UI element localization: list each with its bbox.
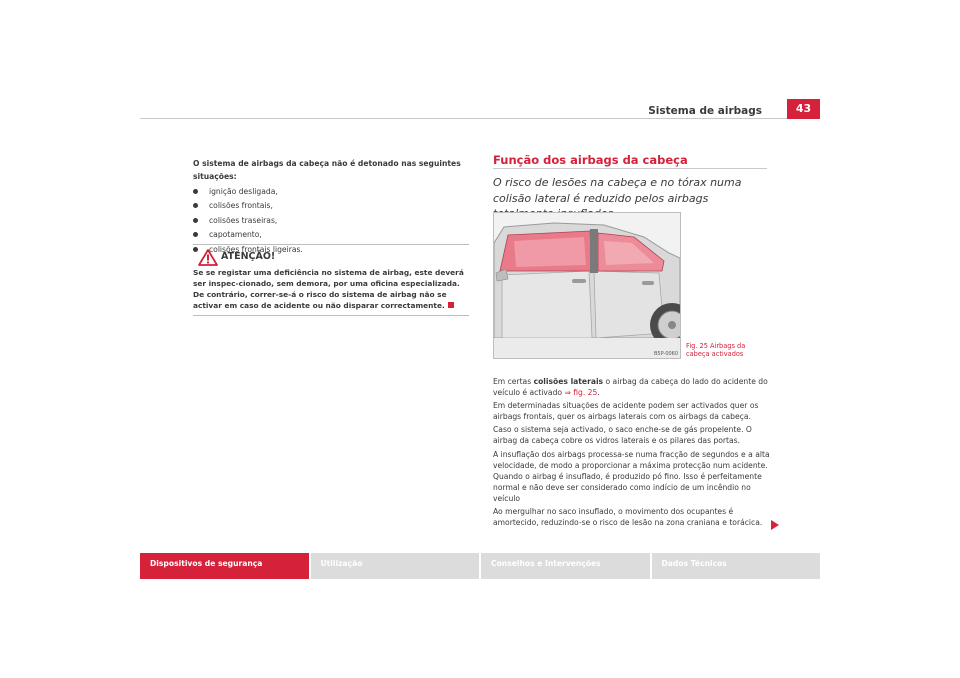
list-item: colisões frontais,: [193, 199, 469, 213]
warning-text: Se se registar uma deficiência no sistema de airbag, este deverá ser inspec-cionado, sem demora, por uma oficina especializada. De contrário, correr-se-á o risco do sistema de airbag não se activar em caso de acidente ou não disparar correctamente.: [193, 268, 464, 310]
footer-tabs: [140, 553, 820, 579]
paragraph: A insuflação dos airbags processa-se numa fracção de segundos e a alta velocidade, de modo a proporcionar a máxima protecção num acidente. Quando o airbag é insuflado, é produzido pó fino. Isso é perfeitamente normal e não deve ser considerado como indício de um incêndio no veículo: [493, 449, 770, 503]
figure-reference-link[interactable]: ⇒ fig. 25: [564, 388, 598, 398]
next-page-arrow-icon[interactable]: [771, 520, 779, 530]
car-illustration: [494, 213, 680, 358]
section-rule: [493, 168, 767, 169]
paragraph: Em determinadas situações de acidente podem ser activados quer os airbags frontais, quer os airbags laterais com os airbags da cabeça.: [493, 401, 759, 422]
left-column: [193, 157, 469, 257]
bullet-icon: [193, 203, 198, 208]
warning-title: ATENÇÃO!: [221, 251, 276, 262]
paragraph: Em certas colisões laterais o airbag da cabeça do lado do acidente do veículo é activado ⇒ fig. 25.: [493, 377, 768, 398]
figure-caption: Fig. 25 Airbags da cabeça activados: [686, 342, 746, 358]
figure-car-airbags: [493, 212, 681, 359]
bullet-icon: [193, 218, 198, 223]
tab-utilizacao[interactable]: Utilização: [311, 553, 480, 579]
list-item: colisões frontais ligeiras.: [193, 243, 469, 257]
page-header-title: Sistema de airbags: [648, 105, 762, 117]
header-rule: [140, 118, 820, 119]
bullet-icon: [193, 189, 198, 194]
warning-triangle-icon: [198, 249, 218, 266]
paragraph: Ao mergulhar no saco insuflado, o movimento dos ocupantes é amortecido, reduzindo-se o risco de lesão na zona craniana e torácica.: [493, 507, 763, 528]
end-mark-icon: [448, 302, 454, 308]
tab-dispositivos-de-seguranca[interactable]: Dispositivos de segurança: [140, 553, 309, 579]
list-item: ignição desligada,: [193, 185, 469, 199]
section-subtitle: O risco de lesões na cabeça e no tórax numa colisão lateral é reduzido pelos airbags: [493, 176, 742, 205]
tab-dados-tecnicos[interactable]: Dados Técnicos: [652, 553, 821, 579]
page-number: 43: [787, 99, 820, 119]
paragraph: Caso o sistema seja activado, o saco enche-se de gás propelente. O airbag da cabeça cobre os vidros laterais e os pilares das portas.: [493, 425, 752, 446]
body-text: [493, 376, 773, 530]
list-item: capotamento,: [193, 228, 469, 242]
bullet-icon: [193, 232, 198, 237]
tab-conselhos-e-intervencoes[interactable]: Conselhos e Intervenções: [481, 553, 650, 579]
figure-code: B5P-0060: [654, 351, 679, 357]
section-title: Função dos airbags da cabeça: [493, 153, 688, 167]
intro-text: O sistema de airbags da cabeça não é detonado nas seguintes situações:: [193, 159, 461, 181]
warning-box: [193, 244, 469, 316]
list-item: colisões traseiras,: [193, 214, 469, 228]
